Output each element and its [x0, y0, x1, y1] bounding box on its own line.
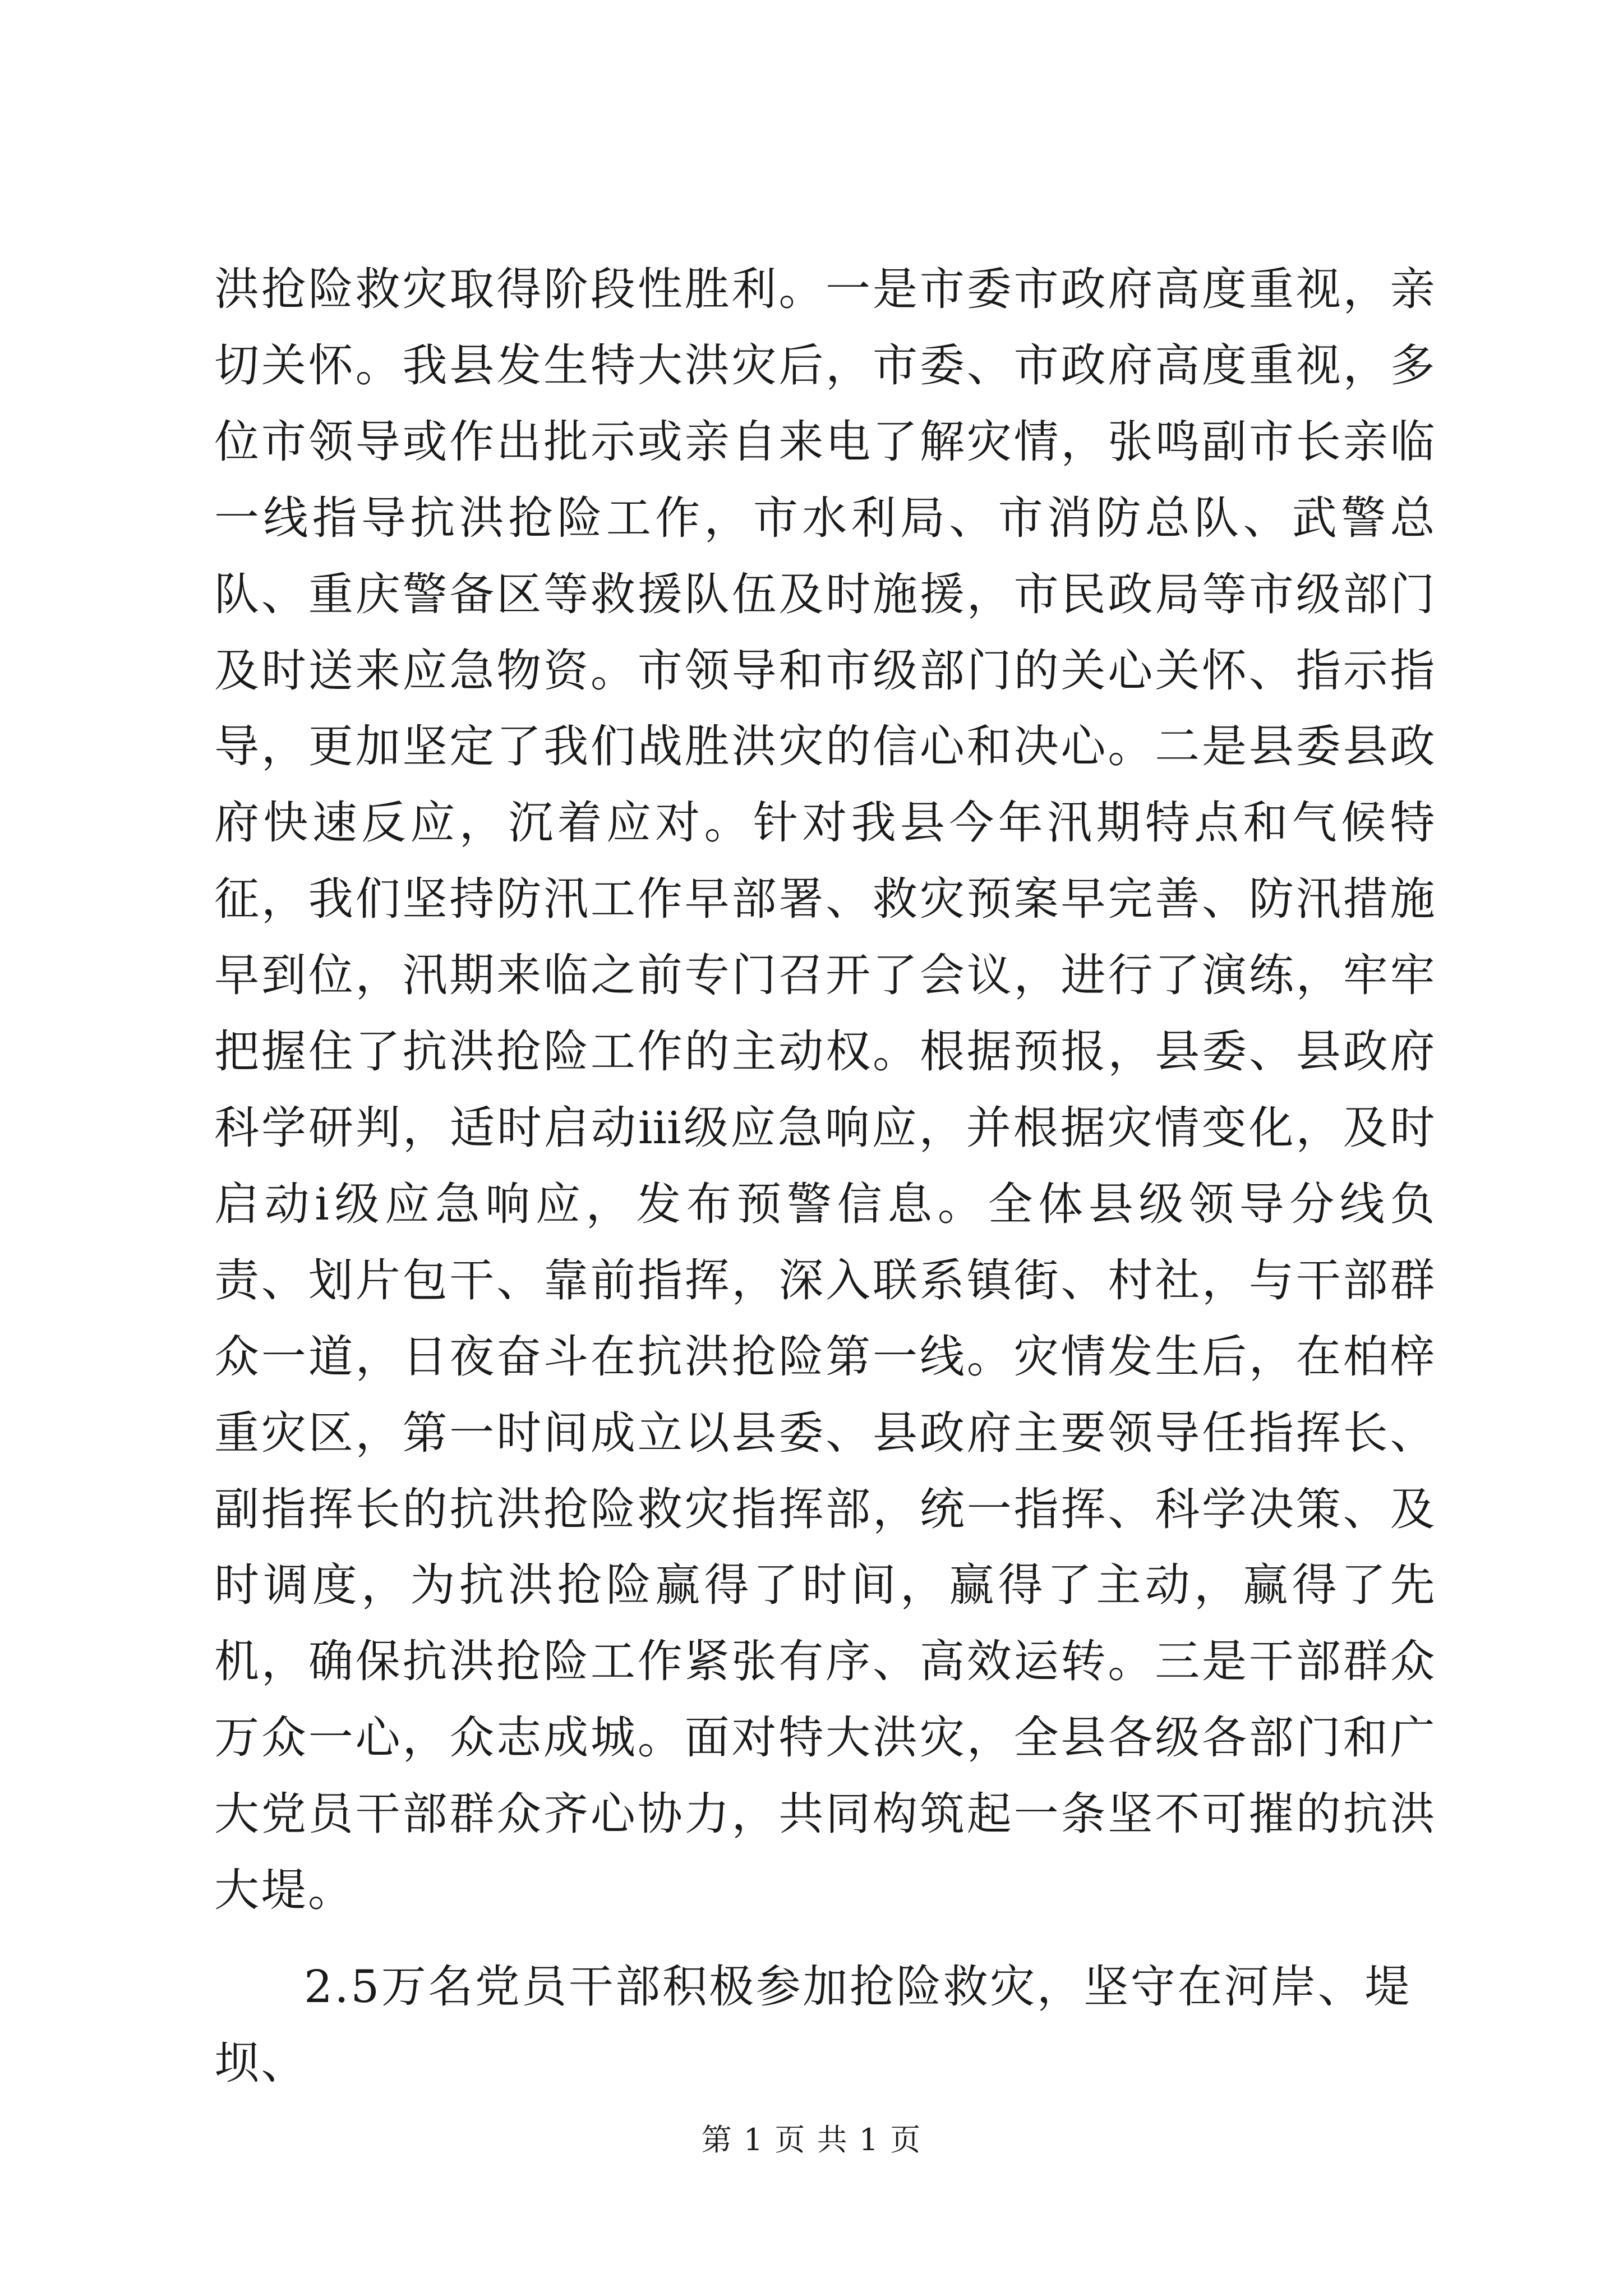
page-footer: 第 1 页 共 1 页 — [701, 2122, 922, 2157]
paragraph-1: 洪抢险救灾取得阶段性胜利。一是市委市政府高度重视，亲切关怀。我县发生特大洪灾后，市委、市政府高度重视，多位市领导或作出批示或亲自来电了解灾情，张鸣副市长亲临一线指导抗洪抢险工作，市水利局、市消防总队、武警总队、重庆警备区等救援队伍及时施援，市民政局等市级部门及时送来应急物资。市领导和市级部门的关心关怀、指示指导，更加坚定了我们战胜洪灾的信心和决心。二是县委县政府快速反应，沉着应对。针对我县今年汛期特点和气候特征，我们坚持防汛工作早部署、救灾预案早完善、防汛措施早到位，汛期来临之前专门召开了会议，进行了演练，牢牢把握住了抗洪抢险工作的主动权。根据预报，县委、县政府科学研判，适时启动ⅲ级应急响应，并根据灾情变化，及时启动ⅰ级应急响应，发布预警信息。全体县级领导分线负责、划片包干、靠前指挥，深入联系镇街、村社，与干部群众一道，日夜奋斗在抗洪抢险第一线。灾情发生后，在柏梓重灾区，第一时间成立以县委、县政府主要领导任指挥长、副指挥长的抗洪抢险救灾指挥部，统一指挥、科学决策、及时调度，为抗洪抢险赢得了时间，赢得了主动，赢得了先机，确保抗洪抢险工作紧张有序、高效运转。三是干部群众万众一心，众志成城。面对特大洪灾，全县各级各部门和广大党员干部群众齐心协力，共同构筑起一条坚不可摧的抗洪大堤。 — [214, 263, 1437, 1917]
document-body — [214, 251, 1437, 2101]
paragraph-2: 2.5万名党员干部积极参加抢险救灾，坚守在河岸、堤坝、 — [214, 1960, 1412, 2089]
